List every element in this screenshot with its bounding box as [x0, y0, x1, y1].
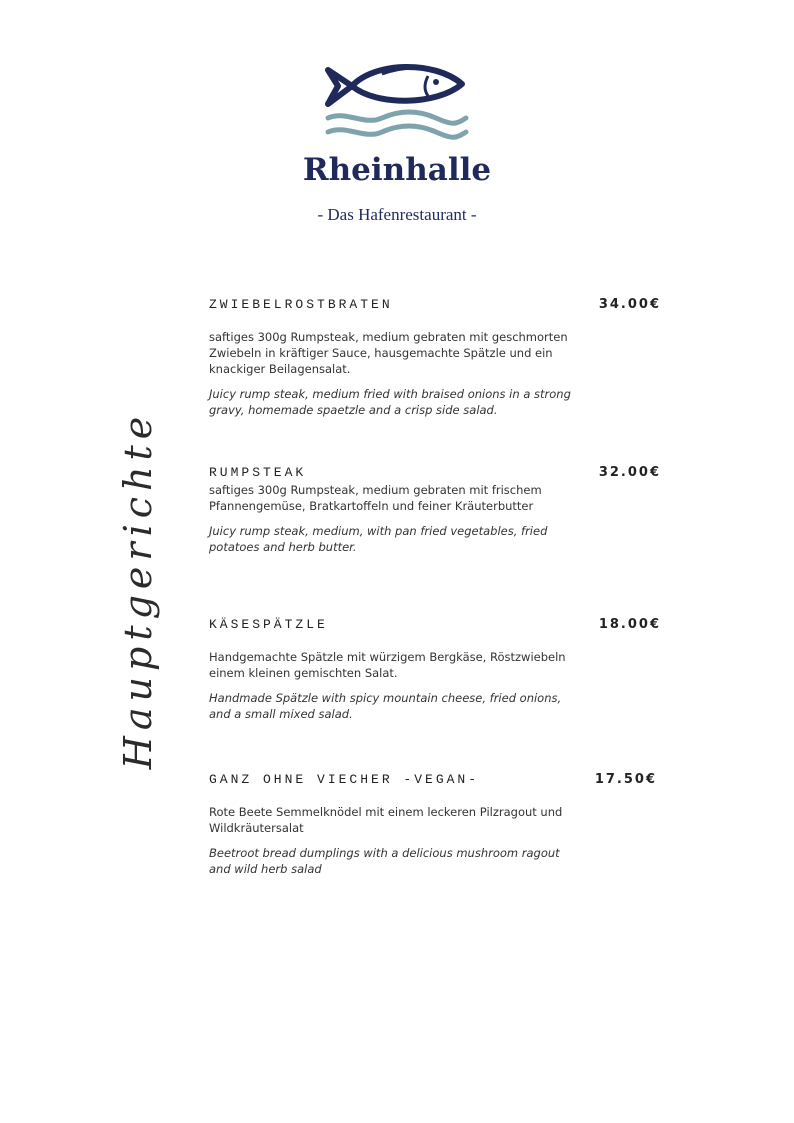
dish-description-de: saftiges 300g Rumpsteak, medium gebraten mit geschmorten Zwiebeln in kräftiger Sauce, hausgemachte Spätzle und ein knackiger Beilagensalat. — [209, 330, 568, 376]
menu-item — [209, 465, 669, 555]
menu-item — [209, 297, 669, 418]
restaurant-tagline: - Das Hafenrestaurant - — [317, 205, 477, 224]
dish-description-en: Beetroot bread dumplings with a delicious mushroom ragout and wild herb salad — [209, 846, 560, 876]
dish-description-en: Handmade Spätzle with spicy mountain cheese, fried onions, and a small mixed salad. — [209, 691, 562, 721]
dish-name: KÄSESPÄTZLE — [209, 617, 328, 632]
menu-item — [209, 617, 669, 722]
dish-description-de: Rote Beete Semmelknödel mit einem leckeren Pilzragout und Wildkräutersalat — [209, 805, 563, 835]
dish-name: ZWIEBELROSTBRATEN — [209, 297, 393, 312]
dish-price: 18.00€ — [598, 617, 661, 632]
dish-description-de: Handgemachte Spätzle mit würzigem Bergkäse, Röstzwiebeln einem kleinen gemischten Salat. — [209, 650, 566, 680]
restaurant-name: Rheinhalle — [302, 152, 492, 188]
section-title: Hauptgerichte — [116, 410, 160, 770]
dish-description-en: Juicy rump steak, medium, with pan fried vegetables, fried potatoes and herb butter. — [209, 524, 548, 554]
restaurant-logo — [324, 60, 470, 144]
dish-price: 17.50€ — [594, 772, 657, 787]
dish-price: 32.00€ — [598, 465, 661, 480]
fish-with-waves-icon — [324, 60, 470, 144]
dish-description-de: saftiges 300g Rumpsteak, medium gebraten mit frischem Pfannengemüse, Bratkartoffeln und feiner Kräuterbutter — [209, 483, 542, 513]
dish-description-en: Juicy rump steak, medium fried with braised onions in a strong gravy, homemade spaetzle and a crisp side salad. — [209, 387, 571, 417]
dish-price: 34.00€ — [598, 297, 661, 312]
dish-name: GANZ OHNE VIECHER -VEGAN- — [209, 772, 480, 787]
menu-item — [209, 772, 669, 877]
dish-name: RUMPSTEAK — [209, 465, 307, 480]
